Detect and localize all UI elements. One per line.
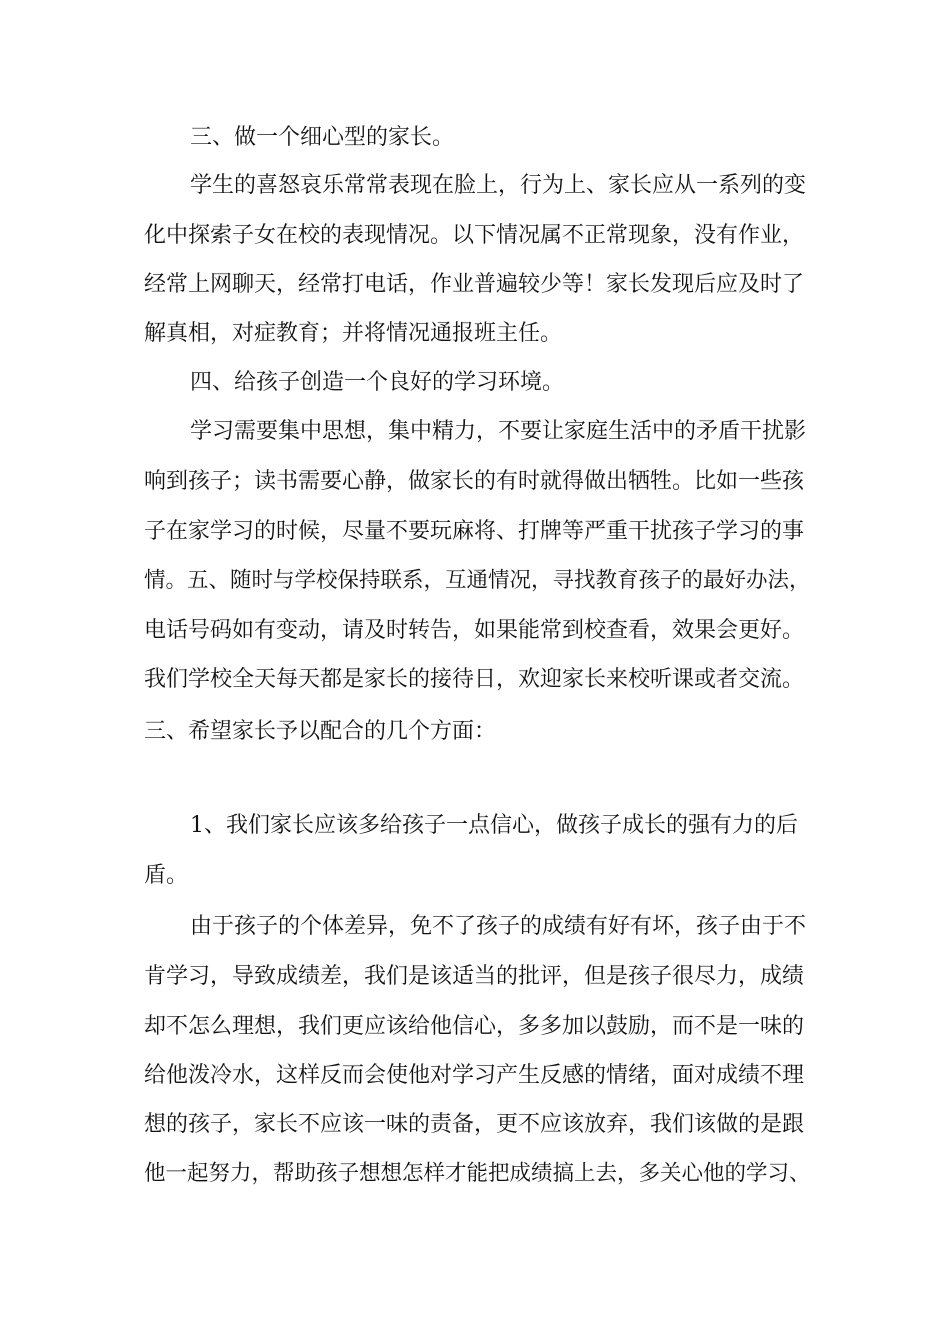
paragraph-line xyxy=(0,512,950,552)
list-item-1 xyxy=(0,806,950,846)
text-line: 三、希望家长予以配合的几个方面： xyxy=(144,719,497,744)
section-heading-4 xyxy=(0,363,950,403)
text-line: 他一起努力，帮助孩子想想怎样才能把成绩搞上去，多关心他的学习、 xyxy=(144,1161,811,1186)
paragraph-line xyxy=(0,907,950,947)
paragraph-line xyxy=(0,856,950,896)
text-line: 1、我们家长应该多给孩子一点信心，做孩子成长的强有力的后 xyxy=(190,813,798,838)
text-line: 三、做一个细心型的家长。 xyxy=(190,125,455,150)
paragraph-line xyxy=(0,216,950,256)
text-line: 化中探索子女在校的表现情况。以下情况属不正常现象，没有作业， xyxy=(144,223,805,248)
text-line: 学生的喜怒哀乐常常表现在脸上，行为上、家长应从一系列的变 xyxy=(190,173,807,198)
paragraph-line xyxy=(0,957,950,997)
paragraph-line xyxy=(0,1056,950,1096)
text-line: 学习需要集中思想，集中精力，不要让家庭生活中的矛盾干扰影 xyxy=(190,419,807,444)
text-line: 情。五、随时与学校保持联系，互通情况，寻找教育孩子的最好办法， xyxy=(144,568,811,593)
text-line: 给他泼冷水，这样反而会使他对学习产生反感的情绪，面对成绩不理 xyxy=(144,1063,805,1088)
paragraph-line xyxy=(0,1154,950,1194)
paragraph-line xyxy=(0,166,950,206)
text-line: 电话号码如有变动，请及时转告，如果能常到校查看，效果会更好。 xyxy=(144,618,805,643)
text-line: 四、给孩子创造一个良好的学习环境。 xyxy=(190,370,565,395)
paragraph-line xyxy=(0,561,950,601)
paragraph-line xyxy=(0,462,950,502)
paragraph-line xyxy=(0,660,950,700)
text-line: 却不怎么理想，我们更应该给他信心，多多加以鼓励，而不是一味的 xyxy=(144,1014,805,1039)
text-line: 肯学习，导致成绩差，我们是该适当的批评，但是孩子很尽力，成绩 xyxy=(144,964,805,989)
paragraph-line xyxy=(0,314,950,354)
text-line: 我们学校全天每天都是家长的接待日，欢迎家长来校听课或者交流。 xyxy=(144,667,805,692)
paragraph-line xyxy=(0,1007,950,1047)
text-line: 响到孩子；读书需要心静，做家长的有时就得做出牺牲。比如一些孩 xyxy=(144,469,805,494)
paragraph-line xyxy=(0,1105,950,1145)
section-heading-hopes xyxy=(0,712,950,752)
text-line: 解真相，对症教育；并将情况通报班主任。 xyxy=(144,321,563,346)
text-line: 子在家学习的时候，尽量不要玩麻将、打牌等严重干扰孩子学习的事 xyxy=(144,519,805,544)
paragraph-line xyxy=(0,265,950,305)
text-line: 盾。 xyxy=(144,863,189,888)
text-line: 经常上网聊天，经常打电话，作业普遍较少等！家长发现后应及时了 xyxy=(144,272,805,297)
paragraph-line xyxy=(0,412,950,452)
text-line: 由于孩子的个体差异，免不了孩子的成绩有好有坏，孩子由于不 xyxy=(190,914,807,939)
text-line: 想的孩子，家长不应该一味的责备，更不应该放弃，我们该做的是跟 xyxy=(144,1112,805,1137)
paragraph-line xyxy=(0,611,950,651)
section-heading-3 xyxy=(0,118,950,158)
